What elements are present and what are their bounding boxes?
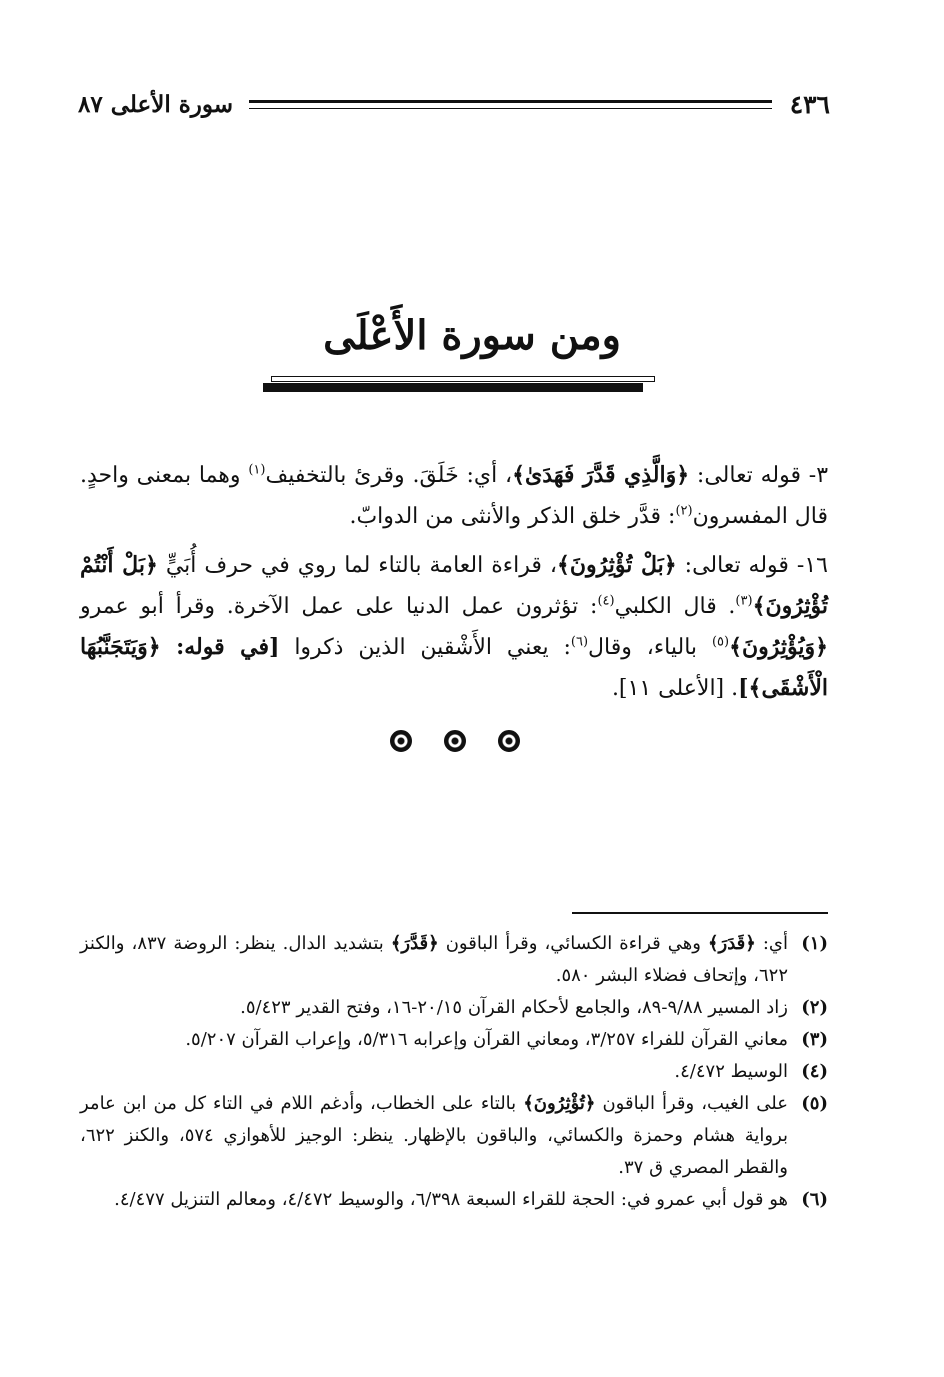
footnote-item (80, 928, 828, 992)
footnote-number: (٦) (801, 1189, 828, 1210)
footnote-number: (١) (801, 933, 828, 954)
footnote-item (80, 1056, 828, 1088)
text-run: بالياء، وقال (588, 635, 712, 660)
main-text (80, 455, 828, 717)
quran-quote: ﴿وَيُؤْثِرُونَ﴾ (729, 634, 829, 660)
footnote-ref[interactable]: (١) (248, 462, 266, 478)
text-run: . [الأعلى ١١]. (611, 676, 739, 701)
editorial-bracket: ] (738, 675, 749, 701)
footnote-text: معاني القرآن للفراء ٣/٢٥٧، ومعاني القرآن وإعرابه ٥/٣١٦، وإعراب القرآن ٥/٢٠٧. (185, 1029, 788, 1050)
title-underline (263, 376, 655, 396)
quran-quote: ﴿قَدَّرَ﴾ (390, 933, 439, 954)
text-run: بتشديد الدال. ينظر: الروضة ٨٣٧، والكنز ٦٢٢، وإتحاف فضلاء البشر ٥٨٠. (80, 933, 788, 986)
quran-quote: ﴿قَدَرَ﴾ (707, 933, 756, 954)
text-run: وهي قراءة الكسائي، وقرأ الباقون (438, 933, 708, 954)
footnote-number: (٤) (801, 1061, 828, 1082)
header-rule (249, 100, 772, 109)
editorial-bracket: [في قوله: (160, 634, 280, 660)
footnote-text: هو قول أبي عمرو في: الحجة للقراء السبعة ٦/٣٩٨، والوسيط ٤/٤٧٢، ومعالم التنزيل ٤/٤٧٧. (114, 1189, 788, 1210)
text-run: ١٦- قوله تعالى: (676, 553, 828, 578)
footnote-text (80, 1088, 788, 1184)
footnote-ref[interactable]: (٦) (570, 634, 589, 650)
quran-quote: ﴿بَلْ تُؤْثِرُونَ﴾ (556, 552, 677, 578)
footnote-text: زاد المسير ٩/٨٨-٨٩، والجامع لأحكام القرآن ٢٠/١٥-١٦، وفتح القدير ٥/٤٢٣. (240, 997, 788, 1018)
footnote-ref[interactable]: (٤) (597, 593, 615, 609)
running-header (78, 86, 830, 122)
footnote-ref[interactable]: (٣) (735, 593, 753, 609)
running-title: سورة الأعلى ٨٧ (78, 90, 234, 118)
footnotes (80, 928, 828, 1216)
text-run: : قدَّر خلق الذكر والأنثى من الدوابّ. (349, 504, 676, 529)
text-run: ٣- قوله تعالى: (689, 463, 829, 488)
text-run: ، أي: خَلَقَ. وقرئ بالتخفيف (265, 463, 513, 488)
title-underline-thin (271, 376, 655, 382)
paragraph-verse-3 (80, 455, 828, 537)
footnote-text (80, 928, 788, 992)
text-run: على الغيب، وقرأ الباقون (595, 1093, 788, 1114)
footnote-item (80, 1088, 828, 1184)
footnote-ref[interactable]: (٢) (675, 503, 693, 519)
footnote-text: الوسيط ٤/٤٧٢. (674, 1061, 788, 1082)
text-run: أي: (755, 933, 788, 954)
footnote-item (80, 1024, 828, 1056)
quran-quote: ﴿وَيَتَجَنَّبُهَا الْأَشْقَى﴾ (80, 634, 828, 701)
quran-quote: ﴿وَالَّذِي قَدَّرَ فَهَدَىٰ﴾ (512, 462, 690, 488)
footnote-number: (٢) (801, 997, 828, 1018)
rosette-icon (444, 730, 466, 752)
quran-quote: ﴿بَلْ أَنْتُمْ تُؤْثِرُونَ﴾ (80, 552, 828, 619)
page-number: ٤٣٦ (789, 89, 830, 119)
footnote-separator (572, 912, 828, 914)
footnote-number: (٣) (801, 1029, 828, 1050)
rosette-icon (498, 730, 520, 752)
title-underline-thick (263, 383, 643, 392)
text-run: ، قراءة العامة بالتاء لما روي في حرف أُبَيٍّ (157, 553, 557, 578)
text-run: : تؤثرون عمل الدنيا على عمل الآخرة. وقرأ أبو عمرو (80, 594, 598, 619)
text-run: وهما بمعنى واحدٍ. قال المفسرون (80, 463, 828, 529)
text-run: : يعني الأَشْقين الذين ذكروا (279, 635, 571, 660)
text-run: . قال الكلبي (614, 594, 736, 619)
section-end-ornaments (390, 730, 520, 756)
footnote-ref[interactable]: (٥) (711, 634, 730, 650)
rosette-icon (390, 730, 412, 752)
chapter-title: ومن سورة الأَعْلَى (323, 312, 621, 359)
footnote-number: (٥) (801, 1093, 828, 1114)
footnote-item (80, 992, 828, 1024)
paragraph-verse-16 (80, 545, 828, 709)
footnote-item (80, 1184, 828, 1216)
text-run: بالتاء على الخطاب، وأدغم اللام في التاء كل من ابن عامر برواية هشام وحمزة والكسائي، والباقون بالإظهار. ينظر: الوجيز للأهوازي ٥٧٤، والكنز ٦٢٢، والقطر المصري ق ٣٧. (80, 1093, 789, 1178)
quran-quote: ﴿تُؤْثِرُونَ﴾ (523, 1093, 596, 1114)
